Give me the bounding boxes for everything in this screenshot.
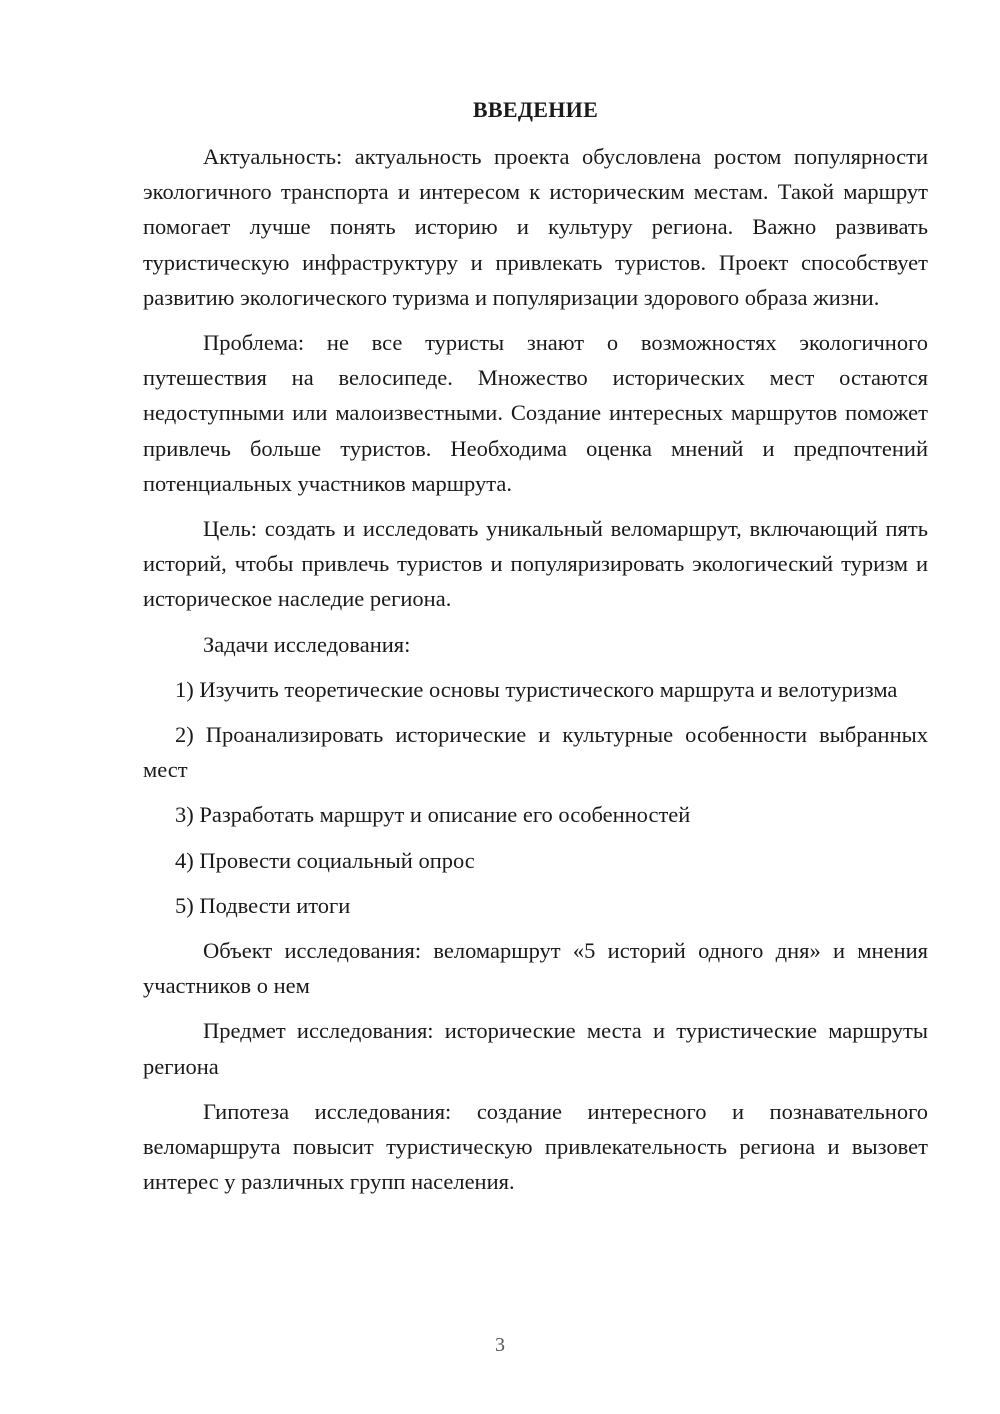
- list-item: 1) Изучить теоретические основы туристического маршрута и велотуризма: [175, 676, 898, 702]
- tasks-list: [143, 672, 928, 923]
- list-item: 4) Провести социальный опрос: [175, 847, 475, 873]
- goal-paragraph: Цель: создать и исследовать уникальный веломаршрут, включающий пять историй, чтобы привлечь туристов и популяризировать экологический туризм и историческое наследие региона.: [143, 516, 928, 612]
- list-item: 3) Разработать маршрут и описание его особенностей: [175, 802, 691, 828]
- tasks-heading: Задачи исследования:: [203, 631, 411, 657]
- list-item: 2) Проанализировать исторические и культурные особенности выбранных мест: [143, 722, 928, 783]
- page-number: 3: [495, 1334, 505, 1356]
- hypothesis-paragraph: Гипотеза исследования: создание интересного и познавательного веломаршрута повысит туристическую привлекательность региона и вызовет интерес у различных групп населения.: [143, 1098, 928, 1195]
- list-item: 5) Подвести итоги: [175, 892, 351, 918]
- page-title: ВВЕДЕНИЕ: [472, 97, 599, 122]
- document-page: [143, 95, 928, 1209]
- relevance-paragraph: Актуальность: актуальность проекта обусловлена ростом популярности экологичного транспорта и интересом к историческим местам. Такой маршрут помогает лучше понять историю и культуру региона. Важно развивать туристическую инфраструктуру и привлекать туристов. Проект способствует развитию экологического туризма и популяризации здорового образа жизни.: [143, 144, 928, 310]
- object-paragraph: Объект исследования: веломаршрут «5 историй одного дня» и мнения участников о нем: [143, 938, 928, 999]
- subject-paragraph: Предмет исследования: исторические места и туристические маршруты региона: [143, 1018, 928, 1079]
- problem-paragraph: Проблема: не все туристы знают о возможностях экологичного путешествия на велосипеде. Множество исторических мест остаются недоступными или малоизвестными. Создание интересных маршрутов поможет привлечь больше туристов. Необходима оценка мнений и предпочтений потенциальных участников маршрута.: [143, 330, 928, 496]
